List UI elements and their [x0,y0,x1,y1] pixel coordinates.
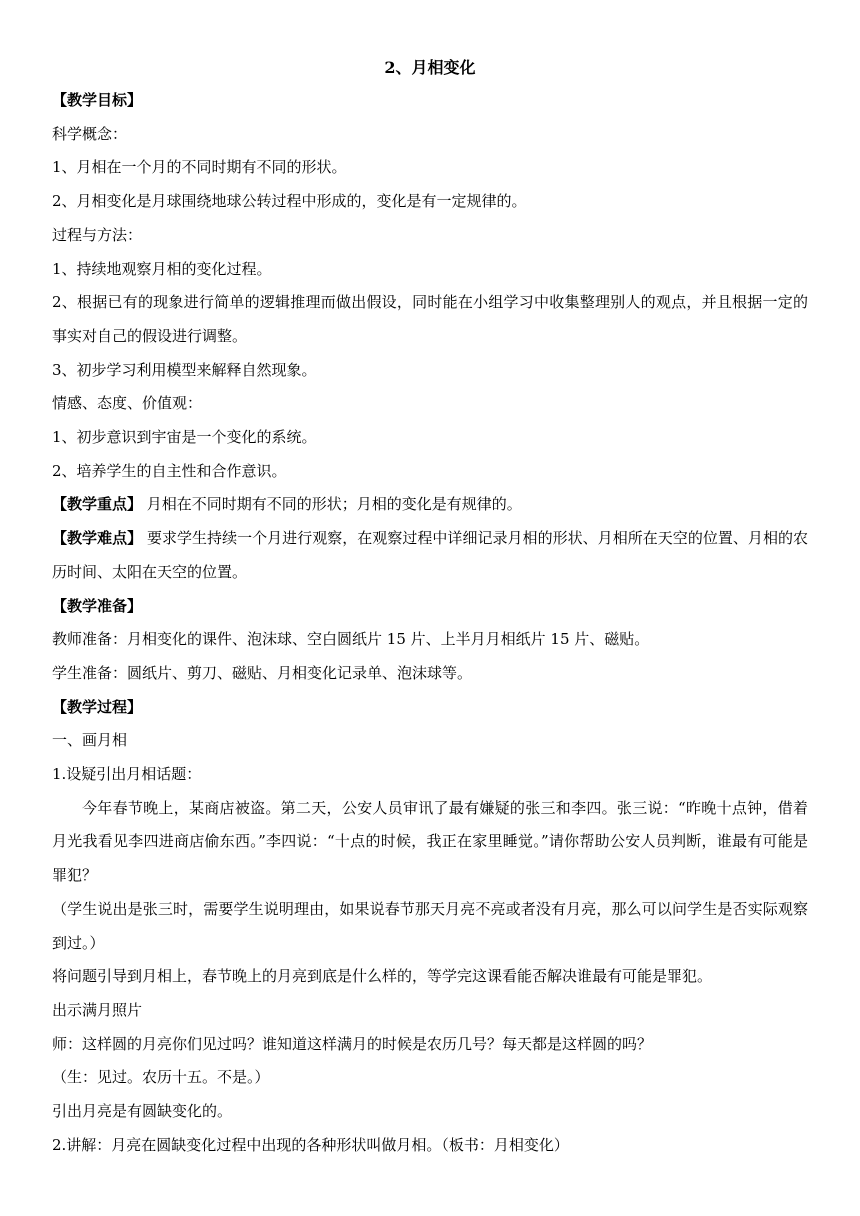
lead-out: 引出月亮是有圆缺变化的。 [52,1102,233,1121]
student-prep: 学生准备：圆纸片、剪刀、磁贴、月相变化记录单、泡沫球等。 [52,663,473,682]
att-item-1: 1、初步意识到宇宙是一个变化的系统。 [52,428,317,447]
key-point-heading: 【教学重点】 [52,495,143,514]
prep-heading: 【教学准备】 [52,596,143,615]
student-answer: （生：见过。农历十五。不是。） [52,1068,270,1087]
difficulty-heading: 【教学难点】 [52,529,143,548]
proc-item-1: 1、持续地观察月相的变化过程。 [52,259,272,278]
key-point-paragraph [52,488,808,522]
show-photo: 出示满月照片 [52,1000,143,1019]
sci-concept-label: 科学概念： [52,124,128,143]
step-1: 1.设疑引出月相话题： [52,765,202,784]
process-method-label: 过程与方法： [52,225,143,244]
att-item-2: 2、培养学生的自主性和合作意识。 [52,461,287,480]
teacher-question: 师：这样圆的月亮你们见过吗？谁知道这样满月的时候是农历几号？每天都是这样圆的吗？ [52,1034,653,1053]
page-title: 2、月相变化 [384,58,476,77]
process-heading: 【教学过程】 [52,697,143,716]
guide-paragraph: 将问题引导到月相上，春节晚上的月亮到底是什么样的，等学完这课看能否解决谁最有可能是罪犯。 [52,967,713,986]
difficulty-paragraph [52,522,808,589]
proc-item-3: 3、初步学习利用模型来解释自然现象。 [52,360,317,379]
attitude-label: 情感、态度、价值观： [52,394,203,413]
key-point-text: 月相在不同时期有不同的形状；月相的变化是有规律的。 [142,495,522,514]
step-2: 2.讲解：月亮在圆缺变化过程中出现的各种形状叫做月相。（板书：月相变化） [52,1135,569,1154]
goals-heading: 【教学目标】 [52,91,143,109]
sci-item-1: 1、月相在一个月的不同时期有不同的形状。 [52,158,347,177]
teacher-prep: 教师准备：月相变化的课件、泡沫球、空白圆纸片 15 片、上半月月相纸片 15 片、磁贴。 [52,630,650,649]
part-1-heading: 一、画月相 [52,731,128,750]
sci-item-2: 2、月相变化是月球围绕地球公转过程中形成的，变化是有一定规律的。 [52,192,527,211]
proc-item-2: 2、根据已有的现象进行简单的逻辑推理而做出假设，同时能在小组学习中收集整理别人的观点，并且根据一定的事实对自己的假设进行调整。 [52,293,808,345]
difficulty-text: 要求学生持续一个月进行观察，在观察过程中详细记录月相的形状、月相所在天空的位置、月相的农历时间、太阳在天空的位置。 [52,529,808,581]
story-paragraph: 今年春节晚上，某商店被盗。第二天，公安人员审讯了最有嫌疑的张三和李四。张三说：“昨晚十点钟，借着月光我看见李四进商店偷东西。”李四说：“十点的时候，我正在家里睡觉。”请你帮助公安人员判断，谁最有可能是罪犯？ [52,798,808,885]
note-1: （学生说出是张三时，需要学生说明理由，如果说春节那天月亮不亮或者没有月亮，那么可以问学生是否实际观察到过。） [52,899,808,952]
